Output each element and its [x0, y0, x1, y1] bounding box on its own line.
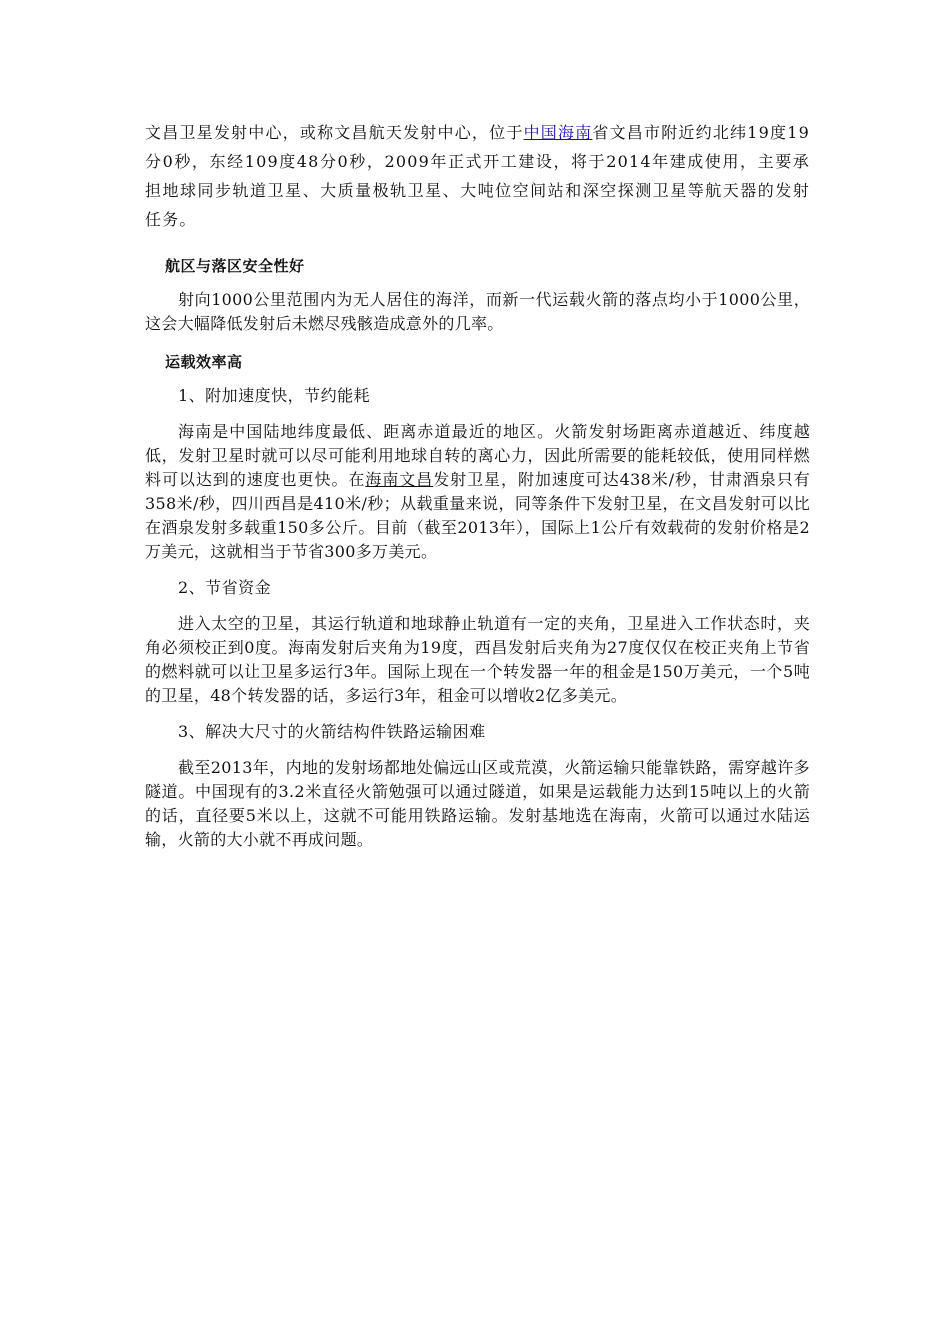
transport-paragraph: 截至2013年，内地的发射场都地处偏远山区或荒漠，火箭运输只能靠铁路，需穿越许多隧道。中国现有的3.2米直径火箭勉强可以通过隧道，如果是运载能力达到15吨以上的火箭的话，直径要5米以上，这就不可能用铁路运输。发射基地选在海南，火箭可以通过水陆运输，火箭的大小就不再成问题。: [145, 758, 810, 849]
speed-paragraph: [145, 420, 810, 564]
intro-text-2: 省文昌市附近约北纬19度19分0秒，东经109度48分0秒，2009年正式开工建设，将于2014年建成使用，主要承担地球同步轨道卫星、大质量极轨卫星、大吨位空间站和深空探测卫星等航天器的发射任务。: [145, 123, 810, 229]
section-heading-safety: 航区与落区安全性好: [165, 257, 305, 275]
hainan-link[interactable]: 中国海南: [523, 123, 593, 142]
subhead-speed: 1、附加速度快，节约能耗: [178, 386, 371, 405]
intro-paragraph: [145, 118, 810, 234]
subhead-funds: 2、节省资金: [178, 578, 272, 597]
speed-text-1: 海南是中国陆地纬度最低、距离赤道最近的地区。火箭发射场距离赤道越近、纬度越低，发射卫星时就可以尽可能利用地球自转的离心力，因此所需要的能耗较低，使用同样燃料可以达到的速度也更快。在: [145, 422, 810, 489]
speed-text-2: 发射卫星，附加速度可达438米/秒，甘肃酒泉只有358米/秒，四川西昌是410米/秒；从载重量来说，同等条件下发射卫星，在文昌发射可以比在酒泉发射多载重150多公斤。目前（截至2013年），国际上1公斤有效载荷的发射价格是2万美元，这就相当于节省300多万美元。: [145, 470, 810, 561]
hainan-wenchang-underlined: 海南文昌: [365, 470, 434, 489]
subhead-transport: 3、解决大尺寸的火箭结构件铁路运输困难: [178, 722, 486, 741]
safety-paragraph: 射向1000公里范围内为无人居住的海洋，而新一代运载火箭的落点均小于1000公里，这会大幅降低发射后未燃尽残骸造成意外的几率。: [145, 290, 810, 333]
document-page: [145, 118, 810, 864]
funds-paragraph: 进入太空的卫星，其运行轨道和地球静止轨道有一定的夹角，卫星进入工作状态时，夹角必须校正到0度。海南发射后夹角为19度，西昌发射后夹角为27度仅仅在校正夹角上节省的燃料就可以让卫星多运行3年。国际上现在一个转发器一年的租金是150万美元，一个5吨的卫星，48个转发器的话，多运行3年，租金可以增收2亿多美元。: [145, 614, 810, 705]
intro-text-1: 文昌卫星发射中心，或称文昌航天发射中心，位于: [145, 123, 524, 142]
section-heading-efficiency: 运载效率高: [165, 353, 243, 371]
